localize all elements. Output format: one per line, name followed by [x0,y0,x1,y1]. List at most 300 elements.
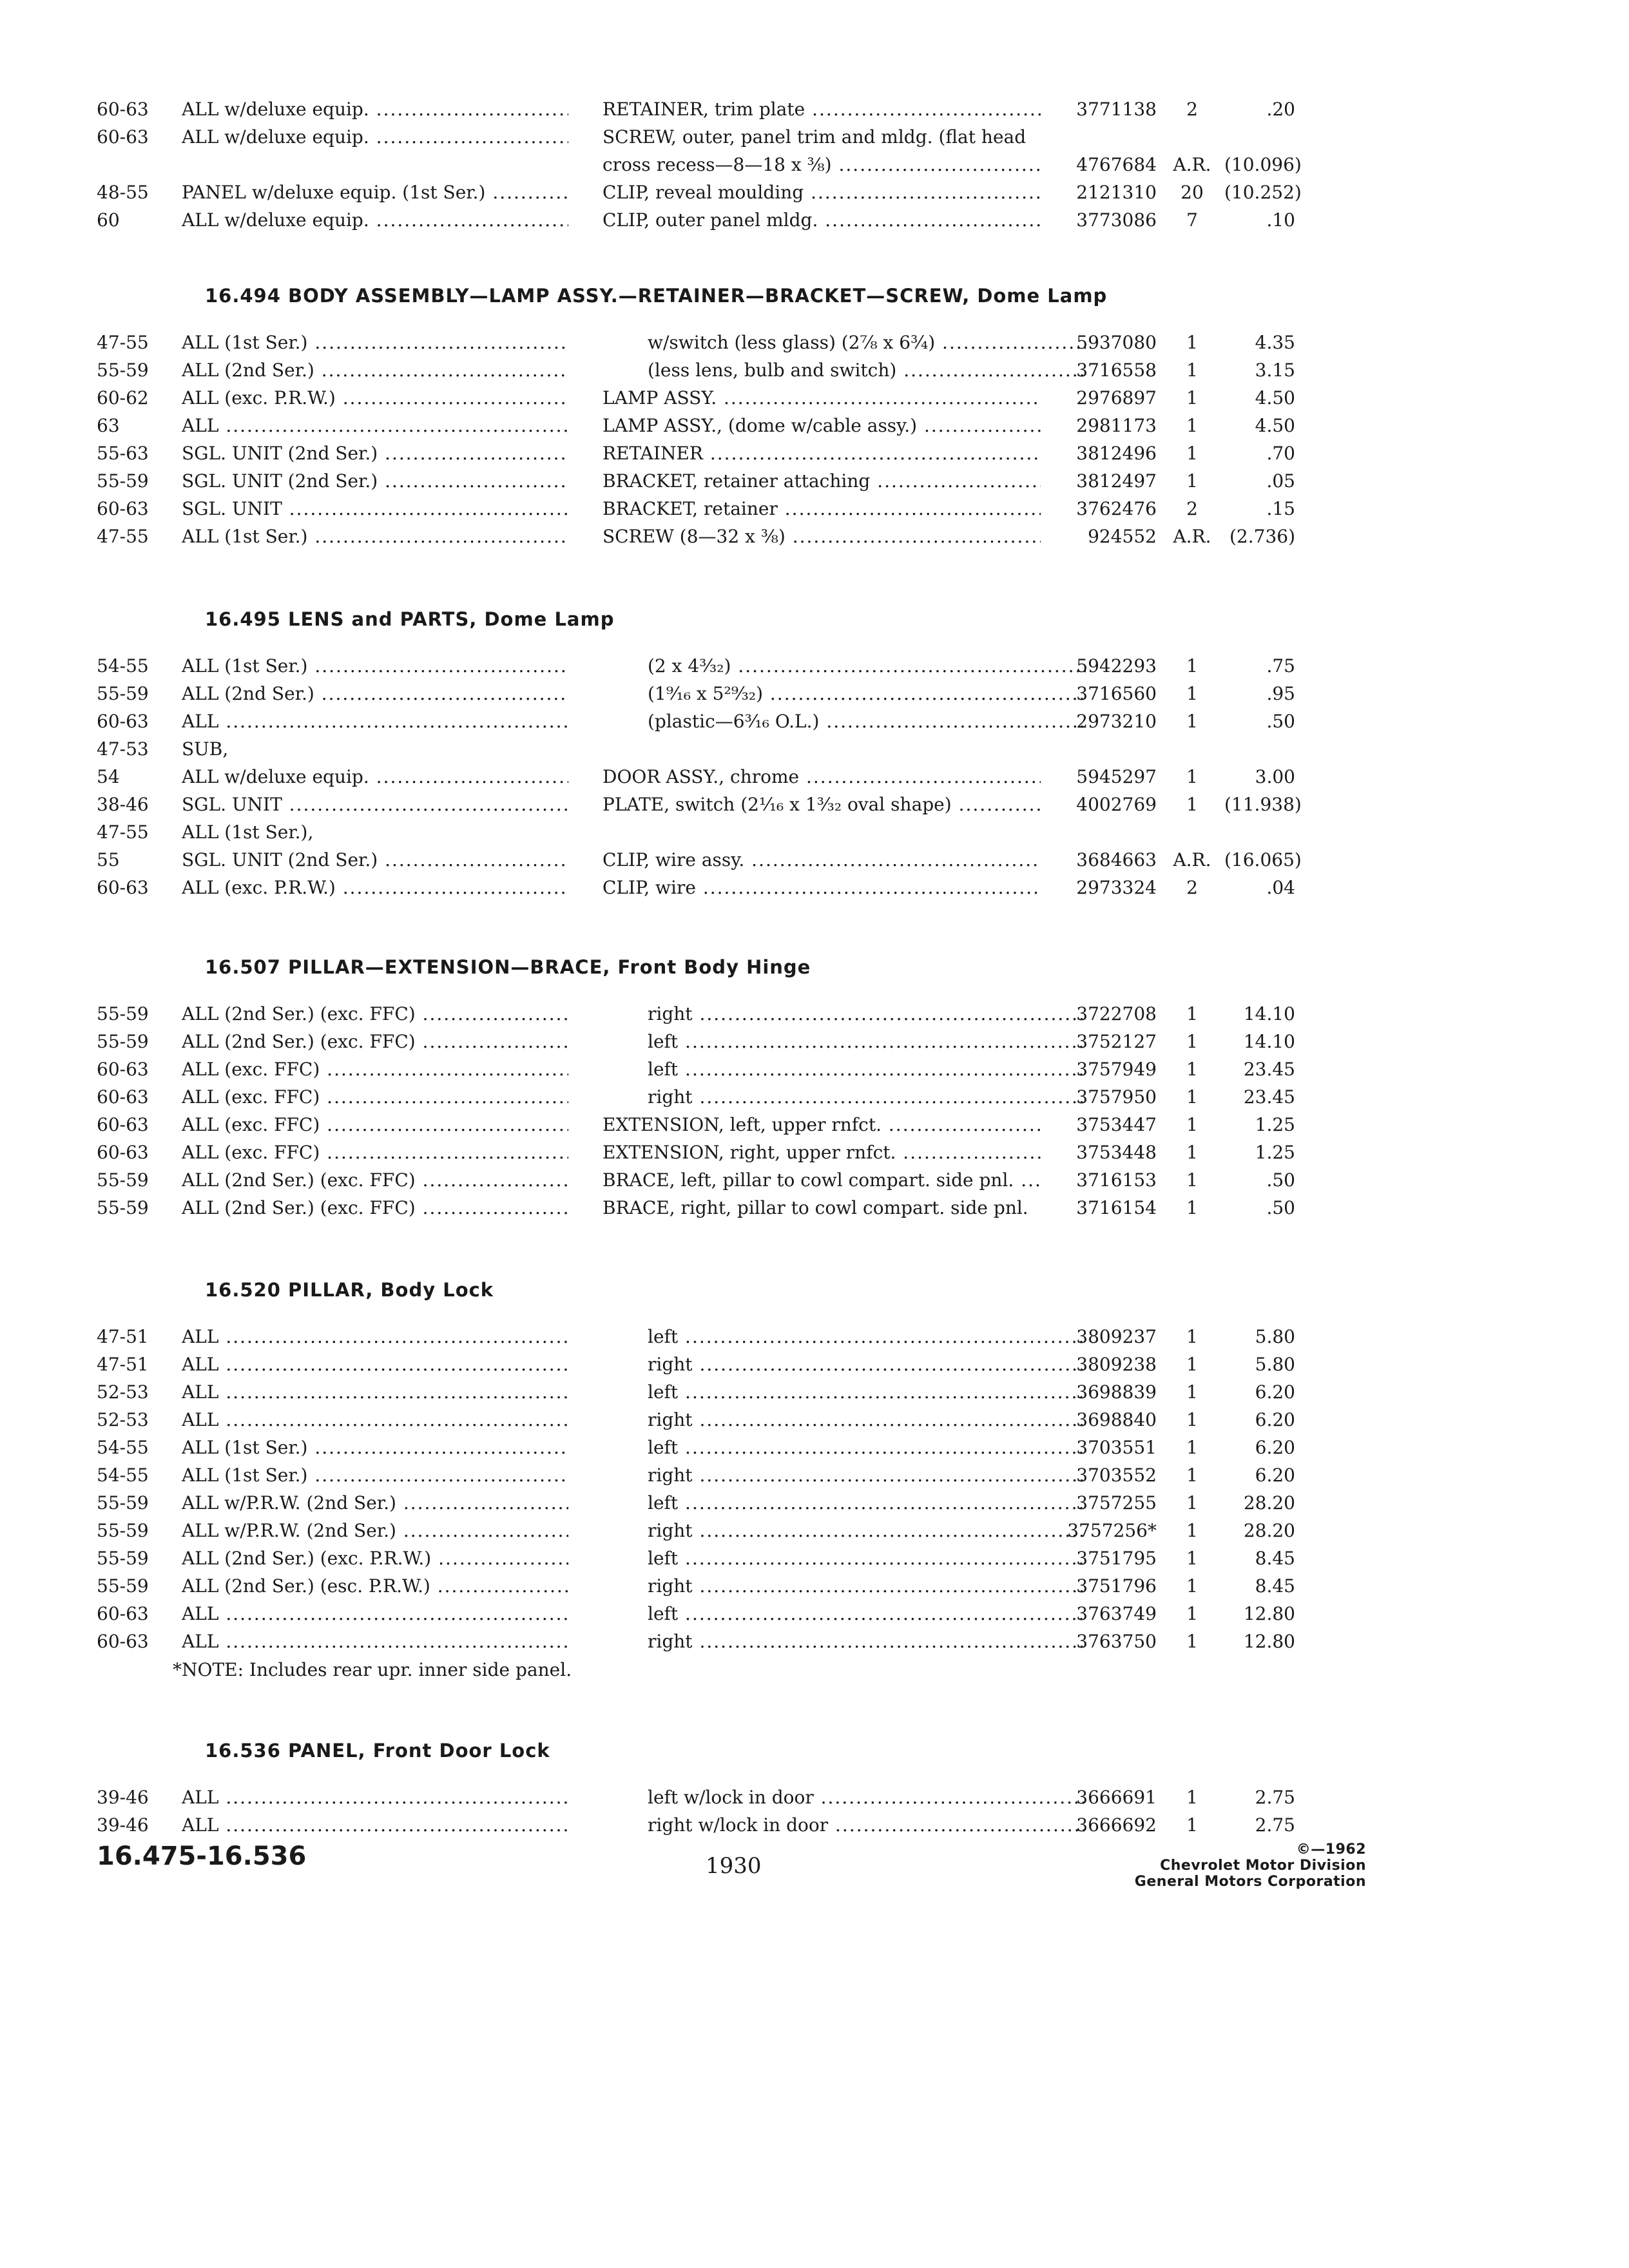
model-years-cell: 54-55 [97,655,149,677]
price-cell: 4.50 [1255,415,1295,436]
description-cell: right ..... [602,1000,1086,1028]
model-years-cell: 47-55 [97,822,149,843]
model-years-cell: 55-63 [97,443,149,464]
parts-row [0,1000,1629,1028]
description-cell: CLIP, wire assy. ..... [602,846,1041,874]
model-years-cell: 60-63 [97,1114,149,1135]
price-cell: 5.80 [1255,1326,1295,1347]
description-cell: DOOR ASSY., chrome ..... [602,763,1041,791]
price-cell: .05 [1266,470,1295,492]
model-years-cell: 47-55 [97,526,149,547]
application-cell: SGL. UNIT ..... [182,791,568,818]
parts-row [0,1166,1629,1194]
part-number-cell: 3751796 [1076,1575,1157,1597]
price-cell: (2.736) [1229,526,1295,547]
application-cell: ALL (2nd Ser.) ..... [182,680,568,707]
application-cell: ALL w/P.R.W. (2nd Ser.) ..... [182,1517,568,1544]
description-cell: LAMP ASSY. ..... [602,384,1041,412]
quantity-cell: 1 [1186,1197,1198,1218]
parts-row [0,1139,1629,1166]
quantity-cell: 1 [1186,683,1198,704]
part-number-cell: 3722708 [1076,1003,1157,1024]
quantity-cell: 1 [1186,1031,1198,1052]
application-cell: ALL (1st Ser.) ..... [182,652,568,680]
quantity-cell: 1 [1186,1381,1198,1403]
parts-row [0,1055,1629,1083]
application-cell: SUB, [182,738,229,760]
parts-row [0,1434,1629,1461]
parts-row [0,123,1629,151]
publisher-name: Chevrolet Motor Division [1160,1858,1366,1874]
parts-row [0,95,1629,123]
quantity-cell: 2 [1186,99,1198,120]
application-cell: ALL ..... [182,1323,568,1350]
description-cell: left ..... [602,1544,1086,1572]
quantity-cell: 1 [1186,1354,1198,1375]
quantity-cell: 1 [1186,1575,1198,1597]
price-cell: 8.45 [1255,1575,1295,1597]
part-number-cell: 3703551 [1076,1437,1157,1458]
quantity-cell: 1 [1186,1114,1198,1135]
description-cell: BRACE, left, pillar to cowl compart. side pnl. ..... [602,1166,1041,1194]
parts-row [0,1489,1629,1517]
application-cell: ALL (exc. FFC) ..... [182,1083,568,1111]
part-number-cell: 3703552 [1076,1465,1157,1486]
quantity-cell: 1 [1186,1787,1198,1808]
part-number-cell: 5945297 [1076,766,1157,787]
price-cell: .04 [1266,877,1295,898]
description-cell: right ..... [602,1083,1086,1111]
parts-table [0,1783,1629,1839]
description-cell: CLIP, outer panel mldg. ..... [602,206,1041,234]
price-cell: .10 [1266,209,1295,231]
model-years-cell: 39-46 [97,1787,149,1808]
parts-row [0,1461,1629,1489]
quantity-cell: 1 [1186,1814,1198,1836]
part-number-cell: 3809237 [1076,1326,1157,1347]
description-cell: right ..... [602,1517,1086,1544]
price-cell: 1.25 [1255,1142,1295,1163]
part-number-cell: 3812496 [1076,443,1157,464]
parts-row [0,874,1629,901]
description-cell: left ..... [602,1028,1086,1055]
model-years-cell: 55-59 [97,1169,149,1191]
model-years-cell: 47-51 [97,1354,149,1375]
part-number-cell: 3757255 [1076,1492,1157,1514]
price-cell: .15 [1266,498,1295,519]
part-number-cell: 3753448 [1076,1142,1157,1163]
description-cell: SCREW, outer, panel trim and mldg. (flat head [602,126,1027,148]
application-cell: ALL w/deluxe equip. ..... [182,123,568,151]
quantity-cell: 1 [1186,1492,1198,1514]
description-cell: left ..... [602,1055,1086,1083]
price-cell: .50 [1266,711,1295,732]
model-years-cell: 55-59 [97,1492,149,1514]
section-heading: 16.520 PILLAR, Body Lock [205,1279,494,1301]
parts-row [0,763,1629,791]
parts-row [0,523,1629,550]
description-cell: RETAINER, trim plate ..... [602,95,1041,123]
application-cell: ALL ..... [182,1628,568,1655]
application-cell: ALL ..... [182,412,568,439]
section-heading: 16.507 PILLAR—EXTENSION—BRACE, Front Body Hinge [205,956,811,978]
part-number-cell: 3771138 [1076,99,1157,120]
application-cell: ALL ..... [182,1350,568,1378]
parts-row [0,680,1629,707]
application-cell: ALL (exc. P.R.W.) ..... [182,384,568,412]
application-cell: ALL (exc. FFC) ..... [182,1111,568,1139]
part-number-cell: 3698839 [1076,1381,1157,1403]
parts-table [0,1000,1629,1222]
price-cell: .50 [1266,1169,1295,1191]
application-cell: ALL (1st Ser.) ..... [182,1461,568,1489]
part-number-cell: 3753447 [1076,1114,1157,1135]
application-cell: ALL (2nd Ser.) (esc. P.R.W.) ..... [182,1572,568,1600]
description-cell: PLATE, switch (2¹⁄₁₆ x 1³⁄₃₂ oval shape) ..... [602,791,1041,818]
price-cell: 2.75 [1255,1814,1295,1836]
quantity-cell: 2 [1186,498,1198,519]
application-cell: ALL (exc. P.R.W.) ..... [182,874,568,901]
quantity-cell: 1 [1186,655,1198,677]
description-cell: BRACE, right, pillar to cowl compart. side pnl. [602,1197,1028,1218]
model-years-cell: 60-63 [97,99,149,120]
description-cell: (plastic—6³⁄₁₆ O.L.) ..... [602,707,1086,735]
part-number-cell: 3763749 [1076,1603,1157,1624]
model-years-cell: 60 [97,209,120,231]
parts-row [0,495,1629,523]
model-years-cell: 60-63 [97,1631,149,1652]
quantity-cell: 1 [1186,1409,1198,1430]
part-number-cell: 2121310 [1076,182,1157,203]
model-years-cell: 55-59 [97,1575,149,1597]
price-cell: .75 [1266,655,1295,677]
part-number-cell: 3666692 [1076,1814,1157,1836]
application-cell: SGL. UNIT (2nd Ser.) ..... [182,846,568,874]
part-number-cell: 3684663 [1076,849,1157,870]
application-cell: ALL (2nd Ser.) ..... [182,356,568,384]
quantity-cell: 1 [1186,387,1198,408]
part-number-cell: 3716560 [1076,683,1157,704]
part-number-cell: 3716153 [1076,1169,1157,1191]
part-number-cell: 924552 [1088,526,1157,547]
model-years-cell: 55-59 [97,360,149,381]
application-cell: ALL ..... [182,1406,568,1434]
application-cell: ALL ..... [182,1783,568,1811]
parts-row [0,1628,1629,1655]
footnote: *NOTE: Includes rear upr. inner side panel. [173,1659,572,1680]
price-cell: (10.096) [1224,154,1302,175]
part-number-cell: 3812497 [1076,470,1157,492]
parts-row [0,1811,1629,1839]
model-years-cell: 60-63 [97,1086,149,1108]
price-cell: .50 [1266,1197,1295,1218]
parts-row [0,652,1629,680]
application-cell: ALL w/deluxe equip. ..... [182,206,568,234]
part-number-cell: 3757256* [1067,1520,1157,1541]
model-years-cell: 47-55 [97,332,149,353]
model-years-cell: 39-46 [97,1814,149,1836]
quantity-cell: A.R. [1173,526,1211,547]
part-number-cell: 2973324 [1076,877,1157,898]
parts-row [0,467,1629,495]
model-years-cell: 52-53 [97,1381,149,1403]
model-years-cell: 60-63 [97,126,149,148]
application-cell: ALL ..... [182,1600,568,1628]
price-cell: 28.20 [1243,1520,1295,1541]
model-years-cell: 54-55 [97,1465,149,1486]
price-cell: 14.10 [1243,1003,1295,1024]
copyright-notice: ©—1962 [1296,1841,1366,1858]
part-number-cell: 3698840 [1076,1409,1157,1430]
parts-row [0,1783,1629,1811]
description-cell: BRACKET, retainer attaching ..... [602,467,1041,495]
parts-row [0,439,1629,467]
parts-row [0,1350,1629,1378]
quantity-cell: 1 [1186,711,1198,732]
price-cell: 23.45 [1243,1086,1295,1108]
description-cell: SCREW (8—32 x ⅜) ..... [602,523,1041,550]
parts-row [0,735,1629,763]
price-cell: (11.938) [1224,794,1302,815]
section-heading: 16.495 LENS and PARTS, Dome Lamp [205,608,615,630]
part-number-cell: 5937080 [1076,332,1157,353]
parts-row [0,151,1629,178]
price-cell: .95 [1266,683,1295,704]
section-heading: 16.536 PANEL, Front Door Lock [205,1740,550,1762]
description-cell: right ..... [602,1572,1086,1600]
price-cell: 6.20 [1255,1409,1295,1430]
price-cell: (16.065) [1224,849,1302,870]
price-cell: 12.80 [1243,1603,1295,1624]
model-years-cell: 55-59 [97,1548,149,1569]
price-cell: 14.10 [1243,1031,1295,1052]
description-cell: (less lens, bulb and switch) ..... [602,356,1086,384]
part-number-cell: 4002769 [1076,794,1157,815]
price-cell: .70 [1266,443,1295,464]
price-cell: 2.75 [1255,1787,1295,1808]
parts-row [0,1517,1629,1544]
part-number-cell: 3763750 [1076,1631,1157,1652]
publisher-block [1095,1841,1366,1890]
application-cell: ALL (exc. FFC) ..... [182,1139,568,1166]
model-years-cell: 55-59 [97,1520,149,1541]
application-cell: ALL (2nd Ser.) (exc. FFC) ..... [182,1194,568,1222]
part-number-cell: 3809238 [1076,1354,1157,1375]
model-years-cell: 48-55 [97,182,149,203]
quantity-cell: 1 [1186,1465,1198,1486]
quantity-cell: A.R. [1173,849,1211,870]
quantity-cell: 1 [1186,1548,1198,1569]
parts-row [0,178,1629,206]
quantity-cell: 1 [1186,794,1198,815]
quantity-cell: 1 [1186,1603,1198,1624]
application-cell: ALL (1st Ser.) ..... [182,1434,568,1461]
part-number-cell: 3757950 [1076,1086,1157,1108]
description-cell: EXTENSION, right, upper rnfct. ..... [602,1139,1041,1166]
description-cell: right ..... [602,1350,1086,1378]
parts-row [0,1028,1629,1055]
model-years-cell: 60-63 [97,877,149,898]
quantity-cell: 1 [1186,470,1198,492]
application-cell: ALL (2nd Ser.) (exc. FFC) ..... [182,1028,568,1055]
parts-row [0,1323,1629,1350]
parts-row [0,1194,1629,1222]
model-years-cell: 55 [97,849,120,870]
application-cell: ALL w/deluxe equip. ..... [182,95,568,123]
parts-table [0,1323,1629,1655]
description-cell: left ..... [602,1378,1086,1406]
description-cell: BRACKET, retainer ..... [602,495,1041,523]
model-years-cell: 60-63 [97,1603,149,1624]
price-cell: 1.25 [1255,1114,1295,1135]
price-cell: (10.252) [1224,182,1302,203]
application-cell: ALL ..... [182,707,568,735]
quantity-cell: 1 [1186,1059,1198,1080]
model-years-cell: 55-59 [97,470,149,492]
parts-row [0,1544,1629,1572]
model-years-cell: 54 [97,766,120,787]
part-number-cell: 3716154 [1076,1197,1157,1218]
quantity-cell: 1 [1186,415,1198,436]
description-cell: left ..... [602,1434,1086,1461]
price-cell: 4.50 [1255,387,1295,408]
description-cell: right w/lock in door ..... [602,1811,1086,1839]
page-range-label: 16.475-16.536 [97,1841,307,1871]
quantity-cell: 7 [1186,209,1198,231]
quantity-cell: 1 [1186,1326,1198,1347]
parts-row [0,1111,1629,1139]
price-cell: 5.80 [1255,1354,1295,1375]
application-cell: ALL ..... [182,1378,568,1406]
part-number-cell: 4767684 [1076,154,1157,175]
parts-row [0,707,1629,735]
part-number-cell: 3751795 [1076,1548,1157,1569]
application-cell: ALL ..... [182,1811,568,1839]
model-years-cell: 60-63 [97,711,149,732]
quantity-cell: 1 [1186,1631,1198,1652]
quantity-cell: 1 [1186,332,1198,353]
publisher-corporation: General Motors Corporation [1134,1874,1366,1890]
parts-row [0,356,1629,384]
quantity-cell: 1 [1186,1520,1198,1541]
quantity-cell: 1 [1186,1086,1198,1108]
description-cell: CLIP, wire ..... [602,874,1041,901]
part-number-cell: 2981173 [1076,415,1157,436]
model-years-cell: 55-59 [97,683,149,704]
parts-row [0,818,1629,846]
part-number-cell: 3716558 [1076,360,1157,381]
parts-row [0,1378,1629,1406]
description-cell: LAMP ASSY., (dome w/cable assy.) ..... [602,412,1041,439]
part-number-cell: 3773086 [1076,209,1157,231]
price-cell: .20 [1266,99,1295,120]
quantity-cell: 1 [1186,1437,1198,1458]
price-cell: 8.45 [1255,1548,1295,1569]
section-heading: 16.494 BODY ASSEMBLY—LAMP ASSY.—RETAINER—BRACKET—SCREW, Dome Lamp [205,285,1108,307]
quantity-cell: 2 [1186,877,1198,898]
parts-row [0,329,1629,356]
part-number-cell: 3762476 [1076,498,1157,519]
description-cell: cross recess—8—18 x ⅜) ..... [602,151,1041,178]
parts-row [0,1572,1629,1600]
application-cell: ALL (1st Ser.) ..... [182,329,568,356]
model-years-cell: 47-51 [97,1326,149,1347]
model-years-cell: 60-63 [97,1142,149,1163]
part-number-cell: 5942293 [1076,655,1157,677]
application-cell: ALL (2nd Ser.) (exc. P.R.W.) ..... [182,1544,568,1572]
quantity-cell: 1 [1186,1169,1198,1191]
quantity-cell: 1 [1186,766,1198,787]
parts-row [0,1600,1629,1628]
description-cell: left w/lock in door ..... [602,1783,1086,1811]
application-cell: SGL. UNIT (2nd Ser.) ..... [182,467,568,495]
description-cell: left ..... [602,1489,1086,1517]
model-years-cell: 60-62 [97,387,149,408]
quantity-cell: 1 [1186,360,1198,381]
parts-row [0,846,1629,874]
application-cell: ALL (exc. FFC) ..... [182,1055,568,1083]
application-cell: ALL (1st Ser.), [182,822,314,843]
application-cell: ALL (2nd Ser.) (exc. FFC) ..... [182,1000,568,1028]
price-cell: 3.15 [1255,360,1295,381]
model-years-cell: 38-46 [97,794,149,815]
model-years-cell: 55-59 [97,1003,149,1024]
part-number-cell: 3757949 [1076,1059,1157,1080]
model-years-cell: 55-59 [97,1031,149,1052]
description-cell: left ..... [602,1600,1086,1628]
application-cell: SGL. UNIT (2nd Ser.) ..... [182,439,568,467]
description-cell: right ..... [602,1628,1086,1655]
part-number-cell: 3666691 [1076,1787,1157,1808]
quantity-cell: 1 [1186,443,1198,464]
part-number-cell: 2973210 [1076,711,1157,732]
price-cell: 6.20 [1255,1437,1295,1458]
model-years-cell: 55-59 [97,1197,149,1218]
model-years-cell: 60-63 [97,498,149,519]
parts-table [0,329,1629,550]
quantity-cell: 1 [1186,1003,1198,1024]
part-number-cell: 2976897 [1076,387,1157,408]
quantity-cell: 20 [1181,182,1204,203]
application-cell: ALL w/deluxe equip. ..... [182,763,568,791]
description-cell: (2 x 4³⁄₃₂) ..... [602,652,1086,680]
application-cell: ALL w/P.R.W. (2nd Ser.) ..... [182,1489,568,1517]
description-cell: w/switch (less glass) (2⅞ x 6¾) ..... [602,329,1086,356]
model-years-cell: 47-53 [97,738,149,760]
parts-row [0,1406,1629,1434]
parts-row [0,1083,1629,1111]
price-cell: 23.45 [1243,1059,1295,1080]
page-number: 1930 [706,1853,762,1879]
application-cell: PANEL w/deluxe equip. (1st Ser.) ..... [182,178,568,206]
model-years-cell: 54-55 [97,1437,149,1458]
price-cell: 6.20 [1255,1465,1295,1486]
model-years-cell: 52-53 [97,1409,149,1430]
application-cell: ALL (1st Ser.) ..... [182,523,568,550]
description-cell: right ..... [602,1406,1086,1434]
parts-row [0,206,1629,234]
price-cell: 4.35 [1255,332,1295,353]
description-cell: RETAINER ..... [602,439,1041,467]
price-cell: 6.20 [1255,1381,1295,1403]
description-cell: CLIP, reveal moulding ..... [602,178,1041,206]
parts-table [0,95,1629,234]
model-years-cell: 63 [97,415,120,436]
model-years-cell: 60-63 [97,1059,149,1080]
parts-row [0,412,1629,439]
quantity-cell: 1 [1186,1142,1198,1163]
application-cell: ALL (2nd Ser.) (exc. FFC) ..... [182,1166,568,1194]
